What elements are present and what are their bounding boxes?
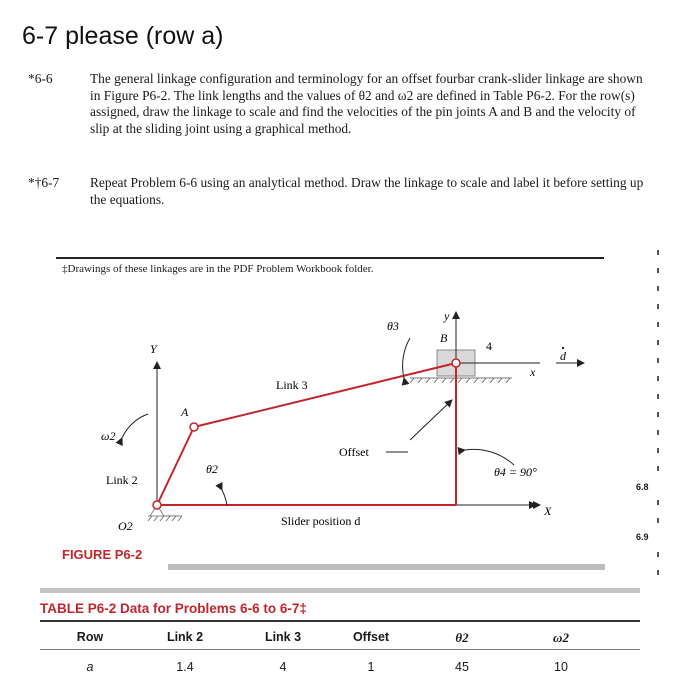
pin-b-label: B: [440, 331, 448, 345]
omega2-arc: [122, 414, 148, 438]
margin-tick: [657, 340, 659, 345]
side-label-6-8: 6.8: [636, 482, 649, 492]
omega2-label: ω2: [101, 429, 116, 443]
cell-theta2: 45: [455, 660, 469, 674]
cell-omega2: 10: [554, 660, 568, 674]
margin-tick: [657, 500, 659, 505]
problem-text: The general linkage configuration and terminology for an offset fourbar crank-slider linkage are shown in Figure P6-2. The link lengths and the values of θ2 and ω2 are defined in Table P6-2. For the row(s) assigned, draw the linkage to scale and find the velocities of the pin joints A and B and the velocity of slip at the sliding joint using a graphical method.: [90, 71, 643, 136]
side-label-6-9: 6.9: [636, 532, 649, 542]
page-heading: 6-7 please (row a): [22, 22, 224, 50]
link-4-label: 4: [486, 339, 492, 353]
linkage-figure: [0, 290, 693, 545]
ground-o2: [148, 516, 182, 521]
table-row-rule: [40, 649, 640, 650]
header-link2: Link 2: [166, 630, 204, 644]
cell-row: a: [86, 660, 94, 674]
table-top-rule: [40, 588, 640, 593]
pin-b: [452, 359, 460, 367]
margin-tick: [657, 268, 659, 273]
header-offset: Offset: [352, 630, 390, 644]
theta3-arc: [403, 338, 410, 378]
problem-number: *6-6: [28, 71, 53, 86]
theta2-label: θ2: [206, 462, 218, 476]
link-3-line: [194, 363, 456, 427]
margin-tick: [657, 376, 659, 381]
table-header-rule: [40, 620, 640, 622]
figure-label: FIGURE P6-2: [62, 547, 143, 562]
offset-label: Offset: [339, 445, 369, 459]
table-title: [40, 601, 307, 616]
margin-tick: [657, 430, 659, 435]
margin-tick: [657, 518, 659, 523]
margin-tick: [657, 322, 659, 327]
cell-link2: 1.4: [176, 660, 194, 674]
link-3-label: Link 3: [276, 378, 308, 392]
link-2-line: [157, 427, 194, 505]
link-2-label: Link 2: [106, 473, 138, 487]
margin-tick: [657, 448, 659, 453]
margin-tick: [657, 250, 659, 255]
problem-text: Repeat Problem 6-6 using an analytical method. Draw the linkage to scale and label it before setting up the equations.: [90, 175, 644, 207]
margin-tick: [657, 304, 659, 309]
margin-tick: [657, 286, 659, 291]
top-rule: [56, 257, 604, 259]
figure-rule: [168, 564, 605, 570]
pin-o2: [153, 501, 161, 509]
d-dot-label: d: [560, 349, 566, 363]
margin-tick: [657, 552, 659, 557]
table-title-text: Data for Problems 6-6 to 6-7‡: [120, 601, 307, 616]
problem-number: *†6-7: [28, 175, 60, 190]
margin-tick: [657, 394, 659, 399]
margin-tick: [657, 466, 659, 471]
header-link3: Link 3: [264, 630, 302, 644]
slider-position-label: Slider position d: [281, 514, 361, 528]
local-y-label: y: [444, 309, 450, 323]
theta4-label: θ4 = 90°: [494, 465, 537, 479]
margin-tick: [657, 358, 659, 363]
margin-tick: [657, 412, 659, 417]
theta3-label: θ3: [387, 319, 399, 333]
pin-a: [190, 423, 198, 431]
cell-link3: 4: [279, 660, 287, 674]
offset-leader: [410, 400, 452, 440]
slider-ground: [410, 378, 512, 383]
theta4-arc: [465, 449, 514, 465]
local-x-label: x: [530, 365, 536, 379]
pin-a-label: A: [181, 405, 189, 419]
header-theta2: θ2: [455, 630, 469, 645]
header-row: Row: [76, 630, 104, 644]
theta2-arc: [222, 490, 227, 505]
header-omega2: ω2: [553, 630, 569, 645]
cell-offset: 1: [367, 660, 375, 674]
x-axis-label: X: [544, 504, 552, 518]
d-dot-mark: [562, 347, 564, 349]
table-title-number: TABLE P6-2: [40, 601, 117, 616]
y-axis-label: Y: [150, 342, 157, 356]
footnote: ‡Drawings of these linkages are in the PDF Problem Workbook folder.: [62, 263, 374, 275]
margin-tick: [657, 570, 659, 575]
o2-label: O2: [118, 519, 133, 533]
